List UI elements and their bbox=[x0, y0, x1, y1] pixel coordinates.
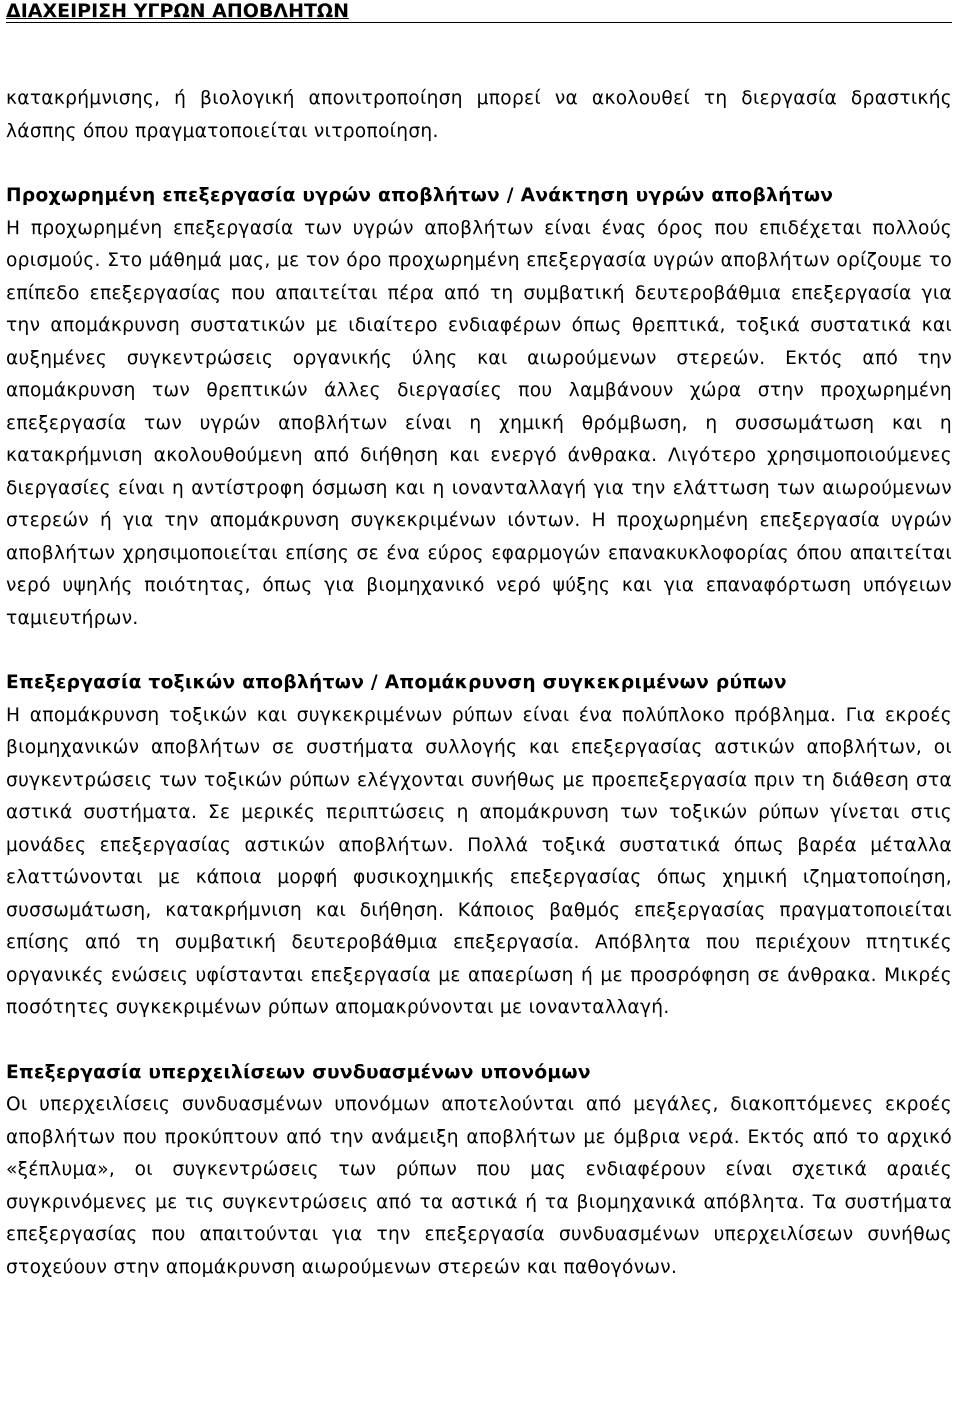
section-body: Η προχωρημένη επεξεργασία των υγρών αποβλήτων είναι ένας όρος που επιδέχεται πολλούς ορισμούς. Στο μάθημά μας, με τον όρο προχωρημένη επεξεργασία υγρών αποβλήτων ορίζουμε το επίπεδο επεξεργασίας που απαιτείται πέρα από τη συμβατική δευτεροβάθμια επεξεργασία για την απομάκρυνση συστατικών με ιδιαίτερο ενδιαφέρων όπως θρεπτικά, τοξικά συστατικά και αυξημένες συγκεντρώσεις οργανικής ύλης και αιωρούμενων στερεών. Εκτός από την απομάκρυνση των θρεπτικών άλλες διεργασίες που λαμβάνουν χώρα στην προχωρημένη επεξεργασία των υγρών αποβλήτων είναι η χημική θρόμβωση, η συσσωμάτωση και η κατακρήμνιση ακολουθούμενη από διήθηση και ενεργό άνθρακα. Λιγότερο χρησιμοποιούμενες διεργασίες είναι η αντίστροφη όσμωση και η ιονανταλλαγή για την ελάττωση των αιωρούμενων στερεών ή για την απομάκρυνση συγκεκριμένων ιόντων. Η προχωρημένη επεξεργασία υγρών αποβλήτων χρησιμοποιείται επίσης σε ένα εύρος εφαρμογών επανακυκλοφορίας όπου απαιτείται νερό υψηλής ποιότητας, όπως για βιομηχανικό νερό ψύξης και για επαναφόρτωση υπόγειων ταμιευτήρων. bbox=[6, 217, 952, 629]
section-heading: Επεξεργασία τοξικών αποβλήτων / Απομάκρυνση συγκεκριμένων ρύπων bbox=[6, 672, 787, 693]
section-spacer bbox=[6, 148, 952, 180]
header-title: ΔΙΑΧΕΙΡΙΣΗ ΥΓΡΩΝ ΑΠΟΒΛΗΤΩΝ bbox=[6, 0, 349, 22]
section-toxic-waste bbox=[6, 667, 952, 1025]
intro-paragraph: κατακρήμνισης, ή βιολογική απονιτροποίηση μπορεί να ακολουθεί τη διεργασία δραστικής λάσπης όπου πραγματοποιείται νιτροποίηση. bbox=[6, 88, 952, 142]
section-body: Οι υπερχειλίσεις συνδυασμένων υπονόμων αποτελούνται από μεγάλες, διακοπτόμενες εκροές αποβλήτων που προκύπτουν από την ανάμειξη αποβλήτων με όμβρια νερά. Εκτός από το αρχικό «ξέπλυμα», οι συγκεντρώσεις των ρύπων που μας ενδιαφέρουν είναι σχετικά αραιές συγκρινόμενες με τις συγκεντρώσεις από τα αστικά ή τα βιομηχανικά απόβλητα. Τα συστήματα επεξεργασίας που απαιτούνται για την επεξεργασία συνδυασμένων υπερχειλίσεων συνήθως στοχεύουν στην απομάκρυνση αιωρούμενων στερεών και παθογόνων. bbox=[6, 1094, 952, 1278]
section-spacer bbox=[6, 635, 952, 667]
page-header bbox=[6, 0, 952, 23]
section-heading: Επεξεργασία υπερχειλίσεων συνδυασμένων υπονόμων bbox=[6, 1061, 591, 1083]
section-spacer bbox=[6, 1025, 952, 1057]
section-combined-sewer-overflow bbox=[6, 1057, 952, 1285]
document-page bbox=[6, 0, 952, 1284]
section-heading: Προχωρημένη επεξεργασία υγρών αποβλήτων / Ανάκτηση υγρών αποβλήτων bbox=[6, 185, 834, 206]
section-advanced-treatment bbox=[6, 180, 952, 635]
section-body: Η απομάκρυνση τοξικών και συγκεκριμένων ρύπων είναι ένα πολύπλοκο πρόβλημα. Για εκροές βιομηχανικών αποβλήτων σε συστήματα συλλογής και επεξεργασίας αστικών αποβλήτων, οι συγκεντρώσεις των τοξικών ρύπων ελέγχονται συνήθως με προεπεξεργασία πριν τη διάθεση στα αστικά συστήματα. Σε μερικές περιπτώσεις η απομάκρυνση των τοξικών ρύπων γίνεται στις μονάδες επεξεργασίας αστικών αποβλήτων. Πολλά τοξικά συστατικά όπως βαρέα μέταλλα ελαττώνονται με κάποια μορφή φυσικοχημικής επεξεργασίας όπως χημική ιζηματοποίηση, συσσωμάτωση, κατακρήμνιση και διήθηση. Κάποιος βαθμός επεξεργασίας πραγματοποιείται επίσης από τη συμβατική δευτεροβάθμια επεξεργασία. Απόβλητα που περιέχουν πτητικές οργανικές ενώσεις υφίστανται επεξεργασία με απαερίωση ή με προσρόφηση σε άνθρακα. Μικρές ποσότητες συγκεκριμένων ρύπων απομακρύνονται με ιονανταλλαγή. bbox=[6, 704, 952, 1018]
